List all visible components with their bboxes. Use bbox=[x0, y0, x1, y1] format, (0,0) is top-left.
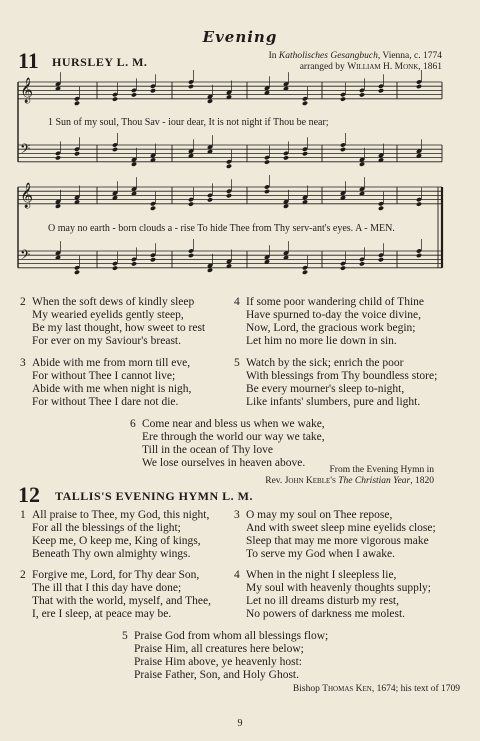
note-head bbox=[302, 270, 308, 275]
note-head bbox=[226, 164, 232, 169]
note-head bbox=[340, 265, 346, 270]
hymn-11-verse-5 bbox=[234, 357, 437, 409]
attribution-text: , 1674; his text of 1709 bbox=[371, 684, 460, 694]
note-head bbox=[340, 96, 346, 101]
note-head bbox=[378, 206, 384, 211]
note-head bbox=[264, 189, 270, 194]
verse-line: Praise Him above, ye heavenly host: bbox=[134, 656, 302, 668]
note-head bbox=[283, 204, 289, 209]
verse-line: My wearied eyelids gently steep, bbox=[32, 309, 184, 321]
verse-line: When the soft dews of kindly sleep bbox=[32, 296, 195, 308]
verse-line: For without Thee I dare not die. bbox=[32, 396, 179, 408]
note-head bbox=[188, 84, 194, 89]
verse-line: For ever on my Saviour's breast. bbox=[32, 335, 181, 347]
hymn-11-verse-3 bbox=[20, 357, 191, 409]
verse-line: Be every mourner's sleep to-night, bbox=[246, 383, 405, 395]
verse-line: And with sweet sleep mine eyelids close; bbox=[246, 522, 436, 534]
verse-line: Forgive me, Lord, for Thy dear Son, bbox=[32, 569, 200, 581]
note-head bbox=[359, 261, 365, 266]
verse-line: For without Thee I cannot live; bbox=[32, 370, 176, 382]
hymn-12-tune-name: TALLIS'S EVENING HYMN L. M. bbox=[55, 489, 253, 503]
note-head bbox=[188, 201, 194, 206]
verse-line: Now, Lord, the gracious work begin; bbox=[246, 322, 416, 334]
credit-arranger: William H. Monk bbox=[347, 62, 419, 72]
note-head bbox=[74, 151, 80, 156]
hymn-11-verse-4 bbox=[234, 296, 424, 348]
verse-line: Have spurned to-day the voice divine, bbox=[246, 309, 421, 321]
verse-line: For all the blessings of the light; bbox=[32, 522, 181, 534]
verse-number: 5 bbox=[234, 357, 240, 369]
verse-number: 3 bbox=[20, 357, 26, 369]
verse-line: Abide with me from morn till eve, bbox=[32, 357, 191, 369]
verse-number: 4 bbox=[234, 296, 240, 308]
note-head bbox=[416, 201, 422, 206]
attribution-author: John Keble's bbox=[284, 476, 336, 486]
note-head bbox=[340, 147, 346, 152]
note-head bbox=[378, 257, 384, 262]
verse-line: Till in the ocean of Thy love bbox=[142, 444, 273, 456]
note-head bbox=[207, 99, 213, 104]
note-head bbox=[264, 159, 270, 164]
verse-line: Abide with me when night is nigh, bbox=[32, 383, 192, 395]
verse-line: No powers of darkness me molest. bbox=[246, 608, 406, 620]
treble-clef-icon: 𝄞 bbox=[20, 183, 34, 208]
note-head bbox=[112, 96, 118, 101]
verse-number: 2 bbox=[20, 296, 26, 308]
note-head bbox=[416, 84, 422, 89]
note-head bbox=[112, 147, 118, 152]
attribution-work: The Christian Year bbox=[335, 476, 411, 486]
attribution-text: Rev. bbox=[265, 476, 285, 486]
verse-line: If some poor wandering child of Thine bbox=[246, 296, 424, 308]
hymn-12-verse-4 bbox=[234, 569, 431, 621]
verse-line: Sleep that may me more vigorous make bbox=[246, 535, 429, 547]
note-head bbox=[150, 206, 156, 211]
note-head bbox=[74, 101, 80, 106]
attribution-line: From the Evening Hymn in bbox=[329, 465, 434, 475]
hymn-11-lyric-line-1: 1 Sun of my soul, Thou Sav - iour dear, It is not night if Thou be near; bbox=[48, 117, 329, 128]
hymn-12-number: 12 bbox=[18, 482, 40, 507]
attribution-text: Bishop bbox=[292, 684, 323, 694]
hymn-12-verse-5 bbox=[122, 630, 328, 682]
note-head bbox=[150, 88, 156, 93]
credit-text: In bbox=[268, 51, 279, 61]
verse-line: Come near and bless us when we wake, bbox=[142, 418, 325, 430]
note-head bbox=[112, 265, 118, 270]
hymn-12-verse-2 bbox=[20, 569, 211, 621]
attribution-text: , 1820 bbox=[410, 476, 434, 486]
hymn-11-tune-name: HURSLEY L. M. bbox=[52, 55, 148, 69]
verse-line: The ill that I this day have done; bbox=[32, 582, 182, 594]
verse-line: My soul with heavenly thoughts supply; bbox=[246, 582, 431, 594]
credit-text: arranged by bbox=[299, 62, 348, 72]
note-head bbox=[55, 155, 61, 160]
verse-number: 4 bbox=[234, 569, 240, 581]
verse-line: Praise Him, all creatures here below; bbox=[134, 643, 304, 655]
note-head bbox=[378, 88, 384, 93]
hymn-12-verse-1 bbox=[20, 509, 209, 561]
hymn-11-attribution bbox=[265, 465, 434, 487]
verse-line: We lose ourselves in heaven above. bbox=[142, 457, 306, 469]
verse-number: 2 bbox=[20, 569, 26, 581]
hymn-11-verse-6 bbox=[130, 418, 325, 470]
verse-line: Watch by the sick; enrich the poor bbox=[246, 357, 404, 369]
treble-clef-icon: 𝄞 bbox=[20, 78, 34, 103]
note-head bbox=[359, 92, 365, 97]
note-head bbox=[302, 101, 308, 106]
bass-clef-icon: 𝄢 bbox=[20, 247, 31, 266]
credit-text: , Vienna, c. 1774 bbox=[377, 51, 442, 61]
note-head bbox=[207, 268, 213, 273]
verse-line: Let no ill dreams disturb my rest, bbox=[246, 595, 399, 607]
verse-line: Keep me, O keep me, King of kings, bbox=[32, 535, 201, 547]
note-head bbox=[359, 162, 365, 167]
note-head bbox=[74, 270, 80, 275]
music-score bbox=[0, 0, 480, 290]
verse-line: Be my last thought, how sweet to rest bbox=[32, 322, 206, 334]
verse-line: I, ere I sleep, at peace may be. bbox=[32, 608, 172, 620]
verse-number: 5 bbox=[122, 630, 128, 642]
verse-line: When in the night I sleepless lie, bbox=[246, 569, 397, 581]
hymn-12-attribution bbox=[293, 684, 460, 695]
hymn-11-lyric-line-2: O may no earth - born clouds a - rise To hide Thee from Thy serv-ant's eyes. A - MEN. bbox=[48, 223, 395, 234]
page-number: 9 bbox=[237, 718, 243, 729]
verse-line: Ere through the world our way we take, bbox=[142, 431, 325, 443]
note-head bbox=[55, 204, 61, 209]
verse-line: Praise God from whom all blessings flow; bbox=[134, 630, 329, 642]
credit-text: , 1861 bbox=[418, 62, 442, 72]
note-head bbox=[188, 253, 194, 258]
bass-staff-1 bbox=[18, 145, 442, 162]
verse-line: O may my soul on Thee repose, bbox=[246, 509, 393, 521]
verse-line: With blessings from Thy boundless store; bbox=[246, 370, 438, 382]
section-title: Evening bbox=[202, 28, 278, 46]
note-head bbox=[283, 155, 289, 160]
note-head bbox=[131, 92, 137, 97]
verse-number: 1 bbox=[20, 509, 26, 521]
hymn-11-verse-2 bbox=[20, 296, 205, 348]
verse-line: All praise to Thee, my God, this night, bbox=[32, 509, 210, 521]
note-head bbox=[150, 257, 156, 262]
note-head bbox=[302, 151, 308, 156]
note-head bbox=[226, 193, 232, 198]
credit-source: Katholisches Gesangbuch bbox=[278, 51, 378, 61]
verse-number: 6 bbox=[130, 418, 136, 430]
verse-line: Like infants' slumbers, pure and light. bbox=[246, 396, 421, 408]
verse-line: Beneath Thy own almighty wings. bbox=[32, 548, 191, 560]
hymn-12-verse-3 bbox=[234, 509, 436, 561]
verse-line: Let him no more lie down in sin. bbox=[246, 335, 397, 347]
note-head bbox=[131, 261, 137, 266]
note-head bbox=[131, 162, 137, 167]
attribution-author: Thomas Ken bbox=[322, 684, 372, 694]
verse-line: That with the world, myself, and Thee, bbox=[32, 595, 211, 607]
verse-line: Praise Father, Son, and Holy Ghost. bbox=[134, 669, 299, 681]
verse-line: To serve my God when I awake. bbox=[246, 548, 395, 560]
hymn-11-number: 11 bbox=[18, 48, 39, 73]
bass-clef-icon: 𝄢 bbox=[20, 141, 31, 160]
note-head bbox=[207, 197, 213, 202]
verse-number: 3 bbox=[234, 509, 240, 521]
note-head bbox=[416, 253, 422, 258]
